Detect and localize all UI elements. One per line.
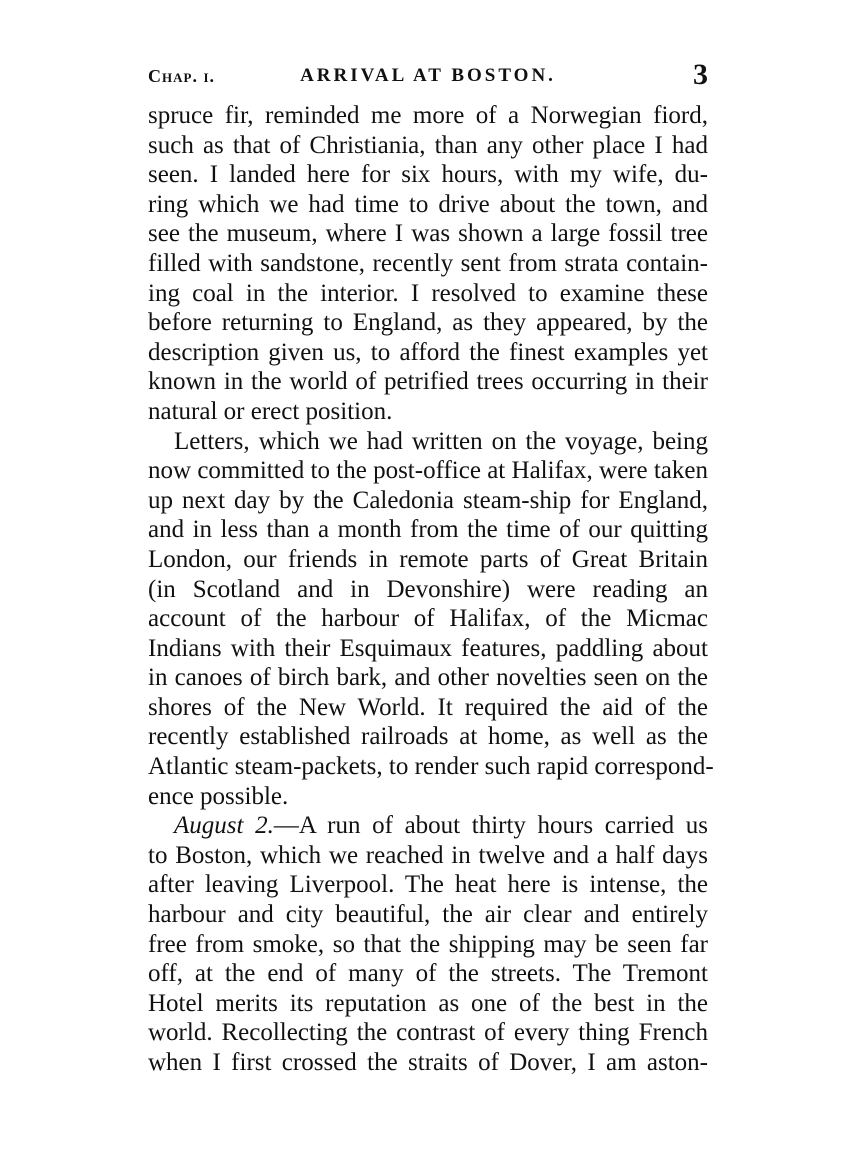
text-line: Atlantic steam-packets, to render such rapid correspond- [148,753,714,781]
text-line: Hotel merits its reputation as one of the best in the [148,989,708,1017]
text-line: see the museum, where I was shown a large fossil tree [148,220,708,248]
text-line: before returning to England, as they appeared, by the [148,309,708,337]
text-line: Letters, which we had written on the voyage, being [174,427,708,455]
text-line: when I first crossed the straits of Dover, I am aston- [148,1049,708,1076]
text-line: off, at the end of many of the streets. The Tremont [148,960,708,988]
text-line: to Boston, which we reached in twelve and a half days [148,841,708,869]
text-line: shores of the New World. It required the aid of the [148,693,708,721]
text-line: filled with sandstone, recently sent from strata contain- [148,249,708,277]
text-line: ring which we had time to drive about the town, and [148,190,708,218]
text-line: world. Recollecting the contrast of every thing French [148,1019,708,1047]
date-heading: August 2. [174,812,274,840]
text-line: account of the harbour of Halifax, of the Micmac [148,605,708,633]
text-line-rest: —A run of about thirty hours carried us [273,812,708,840]
text-line: Indians with their Esquimaux features, paddling about [148,634,708,662]
text-line: after leaving Liverpool. The heat here is intense, the [148,871,708,899]
text-line: such as that of Christiania, than any other place I had [148,131,708,159]
text-line: description given us, to afford the finest examples yet [148,338,708,366]
text-line: ence possible. [148,782,289,810]
text-line: ing coal in the interior. I resolved to examine these [148,279,708,307]
text-line: natural or erect position. [148,397,393,425]
body-text [148,101,714,1078]
text-line: seen. I landed here for six hours, with my wife, du- [148,161,708,189]
text-line: spruce fir, reminded me more of a Norwegian fiord, [148,102,708,129]
chapter-label: Chap. i. [148,66,215,86]
text-line: recently established railroads at home, as well as the [148,723,708,751]
text-line: harbour and city beautiful, the air clear and entirely [148,901,708,929]
page-number: 3 [693,58,708,91]
text-line: (in Scotland and in Devonshire) were reading an [148,575,708,603]
page-title: ARRIVAL AT BOSTON. [300,65,556,86]
text-line: and in less than a month from the time of our quitting [148,516,708,544]
text-line [148,811,708,841]
text-line: now committed to the post-office at Halifax, were taken [148,457,708,485]
text-line: in canoes of birch bark, and other novelties seen on the [148,664,708,692]
text-line: up next day by the Caledonia steam-ship for England, [148,486,708,514]
text-line: free from smoke, so that the shipping may be seen far [148,930,708,958]
text-line: London, our friends in remote parts of Great Britain [148,545,708,573]
text-line: known in the world of petrified trees occurring in their [148,368,708,396]
running-head [148,58,708,92]
